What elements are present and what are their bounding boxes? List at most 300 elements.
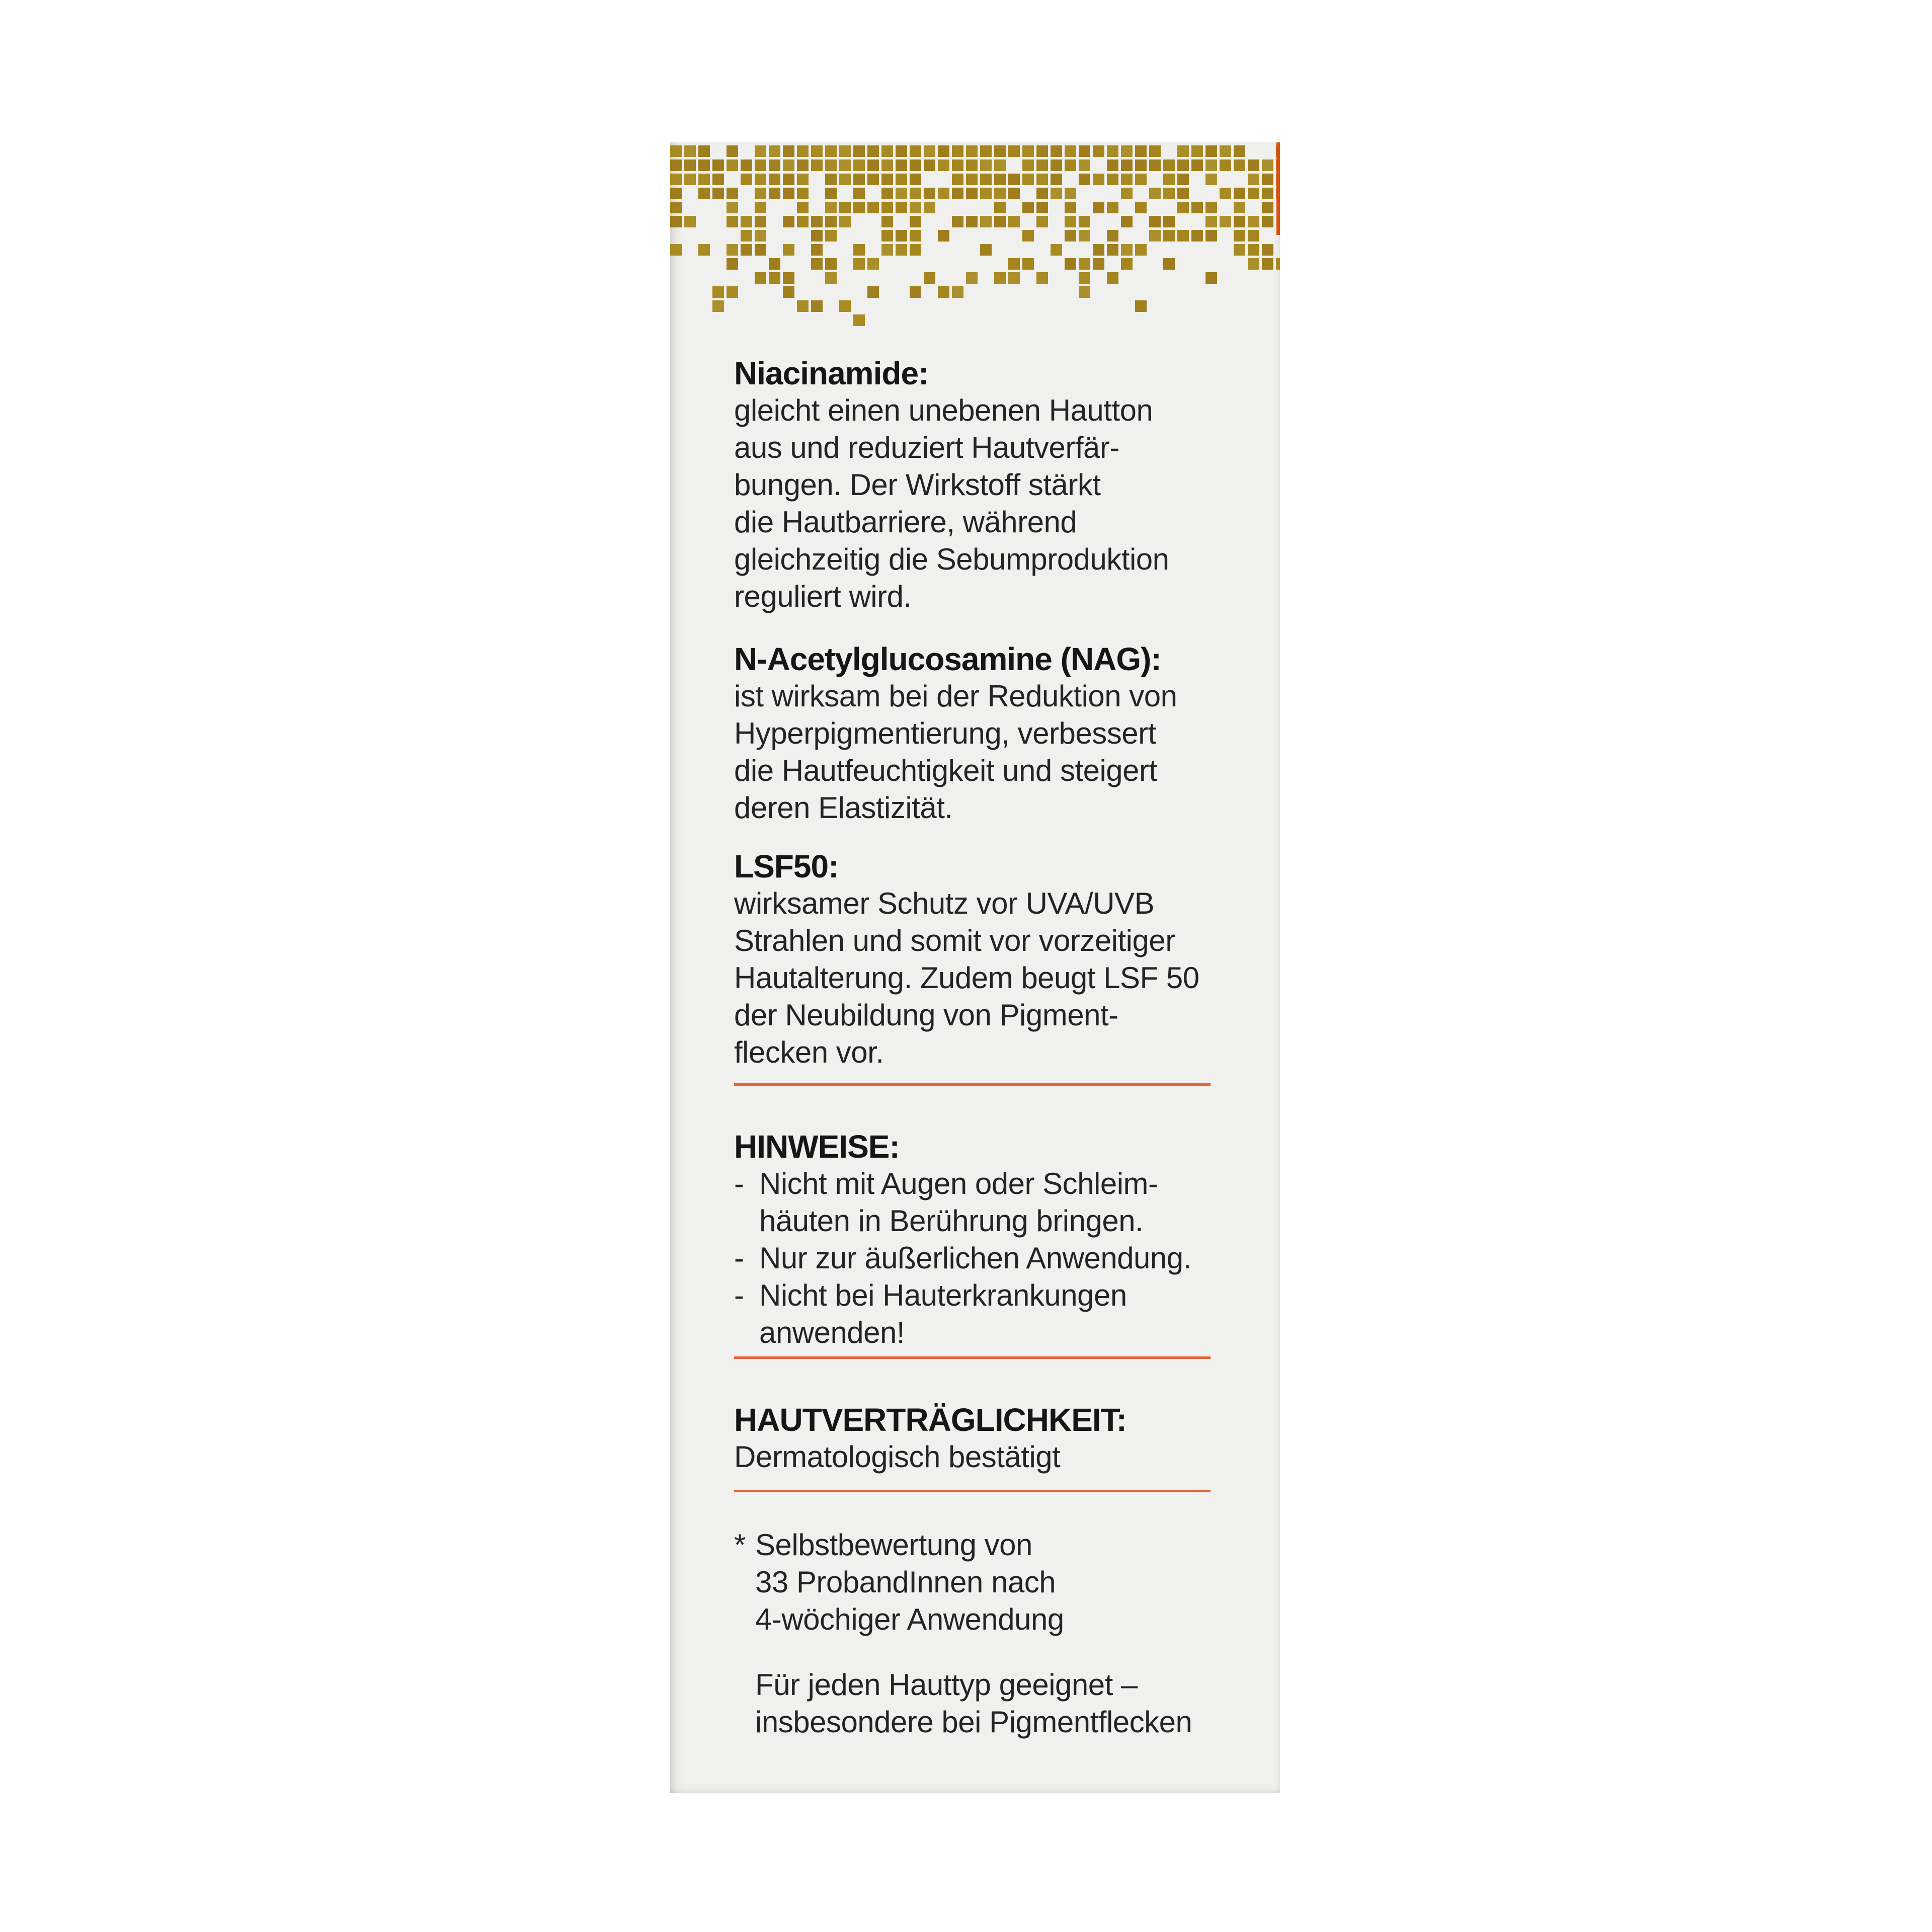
footnote-line: Selbstbewertung von	[755, 1528, 1032, 1562]
mosaic-square	[966, 145, 978, 157]
mosaic-square	[670, 244, 682, 256]
mosaic-square	[684, 145, 696, 157]
section-nag	[734, 640, 1237, 827]
mosaic-square	[727, 145, 738, 157]
mosaic-square	[938, 145, 949, 157]
body-line: bungen. Der Wirkstoff stärkt	[734, 468, 1101, 502]
mosaic-square	[712, 300, 724, 312]
mosaic-square	[1163, 174, 1175, 185]
mosaic-square	[910, 230, 921, 242]
mosaic-square	[1149, 159, 1161, 171]
mosaic-square	[1065, 159, 1076, 171]
mosaic-square	[1008, 216, 1020, 227]
mosaic-square	[910, 244, 921, 256]
body-line: gleicht einen unebenen Hautton	[734, 393, 1153, 427]
mosaic-square	[839, 145, 851, 157]
mosaic-square	[1022, 145, 1034, 157]
mosaic-square	[1135, 159, 1147, 171]
panel-text-column	[734, 329, 1237, 1741]
mosaic-square	[1079, 159, 1090, 171]
mosaic-square	[980, 174, 992, 185]
mosaic-square	[1248, 244, 1259, 256]
mosaic-square	[881, 174, 893, 185]
mosaic-square	[1065, 216, 1076, 227]
mosaic-square	[684, 174, 696, 185]
mosaic-square	[670, 145, 682, 157]
body-line: deren Elastizität.	[734, 791, 953, 825]
mosaic-square	[825, 230, 837, 242]
mosaic-square	[853, 202, 865, 213]
mosaic-square	[811, 258, 823, 270]
mosaic-square	[966, 188, 978, 199]
mosaic-square	[741, 244, 752, 256]
mosaic-square	[853, 188, 865, 199]
section-heading: Niacinamide:	[734, 355, 929, 391]
mosaic-square	[797, 216, 809, 227]
body-line: reguliert wird.	[734, 580, 912, 613]
mosaic-square	[825, 145, 837, 157]
mosaic-square	[1008, 258, 1020, 270]
mosaic-square	[966, 216, 978, 227]
mosaic-square	[1107, 230, 1118, 242]
mosaic-square	[811, 145, 823, 157]
mosaic-square	[755, 174, 766, 185]
mosaic-square	[1234, 230, 1245, 242]
pixel-dissolve-pattern	[670, 145, 1280, 337]
mosaic-square	[881, 145, 893, 157]
mosaic-square	[769, 159, 780, 171]
mosaic-square	[896, 174, 907, 185]
suitability-note	[755, 1666, 1237, 1741]
mosaic-square	[797, 159, 809, 171]
mosaic-square	[1065, 145, 1076, 157]
asterisk-marker: *	[734, 1528, 746, 1562]
mosaic-square	[896, 202, 907, 213]
mosaic-square	[994, 145, 1006, 157]
mosaic-square	[910, 286, 921, 298]
mosaic-square	[938, 188, 949, 199]
mosaic-square	[839, 159, 851, 171]
bullet-dash: -	[734, 1278, 744, 1312]
mosaic-square	[910, 174, 921, 185]
mosaic-square	[1205, 202, 1217, 213]
mosaic-square	[1121, 216, 1133, 227]
mosaic-square	[1234, 202, 1245, 213]
mosaic-square	[755, 145, 766, 157]
mosaic-square	[1177, 202, 1189, 213]
mosaic-square	[853, 174, 865, 185]
mosaic-square	[1008, 272, 1020, 284]
mosaic-square	[811, 230, 823, 242]
mosaic-square	[1149, 216, 1161, 227]
mosaic-square	[952, 174, 963, 185]
note-item	[734, 1165, 1237, 1240]
mosaic-square	[839, 300, 851, 312]
section-hautvertraeglichkeit	[734, 1401, 1237, 1476]
mosaic-square	[825, 174, 837, 185]
mosaic-square	[1262, 202, 1273, 213]
mosaic-square	[1220, 145, 1231, 157]
mosaic-square	[712, 188, 724, 199]
mosaic-square	[755, 216, 766, 227]
body-line: die Hautfeuchtigkeit und steigert	[734, 754, 1157, 787]
mosaic-square	[1248, 159, 1259, 171]
mosaic-square	[1135, 202, 1147, 213]
mosaic-square	[1248, 174, 1259, 185]
mosaic-square	[1262, 244, 1273, 256]
mosaic-square	[698, 174, 710, 185]
orange-divider	[734, 1083, 1211, 1086]
body-line: die Hautbarriere, während	[734, 505, 1077, 539]
mosaic-square	[910, 202, 921, 213]
mosaic-square	[952, 286, 963, 298]
mosaic-square	[825, 258, 837, 270]
mosaic-square	[896, 230, 907, 242]
mosaic-square	[980, 159, 992, 171]
mosaic-square	[952, 188, 963, 199]
body-line: Hautalterung. Zudem beugt LSF 50	[734, 961, 1199, 995]
mosaic-square	[1036, 272, 1048, 284]
body-line: Dermatologisch bestätigt	[734, 1440, 1061, 1474]
mosaic-square	[811, 216, 823, 227]
mosaic-square	[712, 159, 724, 171]
mosaic-square	[1008, 174, 1020, 185]
mosaic-square	[994, 188, 1006, 199]
mosaic-square	[1205, 216, 1217, 227]
note-line: Nur zur äußerlichen Anwendung.	[759, 1241, 1191, 1275]
section-heading: HAUTVERTRÄGLICHKEIT:	[734, 1402, 1126, 1438]
mosaic-square	[811, 244, 823, 256]
mosaic-square	[966, 272, 978, 284]
note-item	[734, 1240, 1237, 1277]
mosaic-square	[924, 272, 935, 284]
mosaic-square	[881, 202, 893, 213]
mosaic-square	[1036, 188, 1048, 199]
mosaic-square	[1051, 188, 1062, 199]
mosaic-square	[698, 188, 710, 199]
mosaic-square	[783, 272, 794, 284]
mosaic-square	[881, 216, 893, 227]
mosaic-square	[1022, 230, 1034, 242]
mosaic-square	[867, 258, 879, 270]
mosaic-square	[853, 314, 865, 326]
mosaic-square	[1149, 230, 1161, 242]
mosaic-square	[1177, 159, 1189, 171]
mosaic-square	[797, 300, 809, 312]
mosaic-square	[839, 174, 851, 185]
mosaic-square	[910, 188, 921, 199]
mosaic-square	[727, 188, 738, 199]
mosaic-square	[867, 145, 879, 157]
mosaic-square	[1248, 188, 1259, 199]
mosaic-square	[980, 244, 992, 256]
mosaic-square	[769, 174, 780, 185]
mosaic-square	[1135, 300, 1147, 312]
mosaic-square	[684, 159, 696, 171]
body-line: gleichzeitig die Sebumproduktion	[734, 542, 1169, 576]
mosaic-square	[698, 244, 710, 256]
mosaic-square	[1262, 216, 1273, 227]
mosaic-square	[1220, 159, 1231, 171]
section-niacinamide	[734, 355, 1237, 615]
mosaic-square	[1220, 188, 1231, 199]
mosaic-square	[1135, 244, 1147, 256]
suitability-line: Für jeden Hauttyp geeignet –	[755, 1668, 1138, 1702]
mosaic-square	[1107, 244, 1118, 256]
mosaic-square	[924, 188, 935, 199]
mosaic-square	[712, 174, 724, 185]
mosaic-square	[783, 174, 794, 185]
body-line: Strahlen und somit vor vorzeitiger	[734, 924, 1175, 957]
mosaic-square	[853, 244, 865, 256]
mosaic-square	[1036, 202, 1048, 213]
mosaic-square	[1107, 145, 1118, 157]
mosaic-square	[896, 145, 907, 157]
mosaic-square	[1079, 145, 1090, 157]
mosaic-square	[769, 258, 780, 270]
mosaic-square	[1220, 216, 1231, 227]
mosaic-square	[727, 216, 738, 227]
mosaic-square	[1022, 258, 1034, 270]
mosaic-square	[769, 272, 780, 284]
mosaic-square	[670, 202, 682, 213]
mosaic-square	[1079, 216, 1090, 227]
orange-edge-strip	[1276, 142, 1280, 235]
mosaic-square	[1191, 145, 1203, 157]
mosaic-square	[727, 202, 738, 213]
mosaic-square	[994, 202, 1006, 213]
mosaic-square	[952, 145, 963, 157]
body-line: wirksamer Schutz vor UVA/UVB	[734, 887, 1155, 920]
mosaic-square	[1079, 230, 1090, 242]
mosaic-square	[825, 216, 837, 227]
mosaic-square	[881, 244, 893, 256]
mosaic-square	[853, 258, 865, 270]
mosaic-square	[966, 174, 978, 185]
mosaic-square	[1205, 272, 1217, 284]
mosaic-square	[741, 216, 752, 227]
mosaic-square	[910, 145, 921, 157]
mosaic-square	[811, 159, 823, 171]
bullet-dash: -	[734, 1167, 744, 1200]
mosaic-square	[797, 202, 809, 213]
mosaic-square	[670, 174, 682, 185]
mosaic-square	[853, 159, 865, 171]
mosaic-square	[1177, 188, 1189, 199]
mosaic-square	[1234, 159, 1245, 171]
orange-divider	[734, 1490, 1211, 1492]
mosaic-square	[867, 286, 879, 298]
mosaic-square	[712, 286, 724, 298]
mosaic-square	[1079, 286, 1090, 298]
mosaic-square	[783, 286, 794, 298]
mosaic-square	[1093, 145, 1104, 157]
mosaic-square	[1107, 202, 1118, 213]
suitability-line: insbesondere bei Pigmentflecken	[755, 1705, 1192, 1739]
mosaic-square	[1205, 230, 1217, 242]
mosaic-square	[769, 145, 780, 157]
mosaic-square	[1177, 230, 1189, 242]
mosaic-square	[867, 202, 879, 213]
mosaic-square	[881, 159, 893, 171]
mosaic-square	[1065, 202, 1076, 213]
mosaic-square	[1093, 244, 1104, 256]
mosaic-square	[1262, 258, 1273, 270]
section-heading: LSF50:	[734, 848, 839, 884]
mosaic-square	[896, 159, 907, 171]
mosaic-square	[1149, 145, 1161, 157]
mosaic-square	[1262, 174, 1273, 185]
note-line: Nicht mit Augen oder Schleim-	[759, 1167, 1158, 1200]
mosaic-square	[952, 159, 963, 171]
mosaic-square	[910, 216, 921, 227]
note-line: häuten in Berührung bringen.	[759, 1204, 1144, 1238]
mosaic-square	[755, 230, 766, 242]
mosaic-square	[1093, 258, 1104, 270]
mosaic-square	[1079, 272, 1090, 284]
mosaic-square	[839, 216, 851, 227]
mosaic-square	[1163, 216, 1175, 227]
mosaic-square	[1008, 188, 1020, 199]
body-line: ist wirksam bei der Reduktion von	[734, 679, 1177, 713]
mosaic-square	[1135, 145, 1147, 157]
mosaic-square	[783, 145, 794, 157]
body-line: der Neubildung von Pigment-	[734, 998, 1118, 1032]
mosaic-square	[698, 145, 710, 157]
note-line: anwenden!	[759, 1316, 905, 1349]
mosaic-square	[1036, 216, 1048, 227]
mosaic-square	[924, 159, 935, 171]
note-line: Nicht bei Hauterkrankungen	[759, 1278, 1127, 1312]
bullet-dash: -	[734, 1241, 744, 1275]
mosaic-square	[1234, 188, 1245, 199]
mosaic-square	[1149, 188, 1161, 199]
mosaic-square	[1065, 258, 1076, 270]
mosaic-square	[1248, 216, 1259, 227]
mosaic-square	[867, 174, 879, 185]
mosaic-square	[1051, 174, 1062, 185]
mosaic-square	[783, 159, 794, 171]
mosaic-square	[670, 188, 682, 199]
mosaic-square	[1191, 159, 1203, 171]
mosaic-square	[1121, 188, 1133, 199]
mosaic-square	[910, 159, 921, 171]
body-line: aus und reduziert Hautverfär-	[734, 431, 1119, 464]
mosaic-square	[1205, 159, 1217, 171]
mosaic-square	[980, 188, 992, 199]
product-info-panel	[670, 142, 1280, 1793]
mosaic-square	[797, 145, 809, 157]
mosaic-square	[783, 244, 794, 256]
mosaic-square	[755, 202, 766, 213]
mosaic-square	[938, 159, 949, 171]
mosaic-square	[1121, 145, 1133, 157]
mosaic-square	[994, 272, 1006, 284]
mosaic-square	[881, 230, 893, 242]
mosaic-square	[1262, 159, 1273, 171]
mosaic-square	[1262, 188, 1273, 199]
mosaic-square	[825, 272, 837, 284]
mosaic-square	[1107, 174, 1118, 185]
mosaic-square	[825, 188, 837, 199]
mosaic-square	[924, 202, 935, 213]
section-heading: N-Acetylglucosamine (NAG):	[734, 641, 1161, 677]
footnote-line: 33 ProbandInnen nach	[755, 1565, 1056, 1599]
mosaic-square	[783, 216, 794, 227]
mosaic-square	[670, 159, 682, 171]
mosaic-square	[797, 188, 809, 199]
mosaic-square	[938, 230, 949, 242]
mosaic-square	[1234, 145, 1245, 157]
mosaic-square	[1079, 174, 1090, 185]
mosaic-square	[684, 216, 696, 227]
mosaic-square	[1051, 244, 1062, 256]
section-lsf50	[734, 848, 1237, 1071]
mosaic-square	[755, 188, 766, 199]
mosaic-square	[769, 188, 780, 199]
mosaic-square	[1036, 145, 1048, 157]
mosaic-square	[741, 230, 752, 242]
mosaic-square	[867, 159, 879, 171]
mosaic-square	[741, 174, 752, 185]
body-line: flecken vor.	[734, 1035, 884, 1069]
section-hinweise	[734, 1128, 1237, 1351]
mosaic-square	[994, 174, 1006, 185]
mosaic-square	[825, 159, 837, 171]
mosaic-square	[825, 202, 837, 213]
mosaic-square	[1177, 174, 1189, 185]
mosaic-square	[1107, 159, 1118, 171]
mosaic-square	[1248, 258, 1259, 270]
mosaic-square	[698, 159, 710, 171]
mosaic-square	[1177, 145, 1189, 157]
mosaic-square	[1036, 159, 1048, 171]
mosaic-square	[755, 159, 766, 171]
mosaic-square	[811, 300, 823, 312]
mosaic-square	[1022, 159, 1034, 171]
mosaic-square	[1107, 272, 1118, 284]
mosaic-square	[1234, 244, 1245, 256]
mosaic-square	[727, 258, 738, 270]
mosaic-square	[1248, 230, 1259, 242]
mosaic-square	[1135, 174, 1147, 185]
mosaic-square	[797, 174, 809, 185]
mosaic-square	[1163, 188, 1175, 199]
mosaic-square	[727, 159, 738, 171]
footnote-line: 4-wöchiger Anwendung	[755, 1602, 1064, 1636]
mosaic-square	[1051, 145, 1062, 157]
mosaic-square	[853, 145, 865, 157]
mosaic-square	[1022, 174, 1034, 185]
mosaic-square	[994, 159, 1006, 171]
orange-divider	[734, 1356, 1211, 1359]
mosaic-square	[727, 244, 738, 256]
mosaic-square	[1205, 174, 1217, 185]
mosaic-square	[1234, 216, 1245, 227]
mosaic-square	[1121, 159, 1133, 171]
mosaic-square	[755, 272, 766, 284]
mosaic-square	[741, 159, 752, 171]
mosaic-square	[839, 202, 851, 213]
mosaic-square	[1276, 258, 1280, 270]
mosaic-square	[1008, 145, 1020, 157]
section-heading: HINWEISE:	[734, 1129, 900, 1165]
mosaic-square	[727, 286, 738, 298]
mosaic-square	[670, 216, 682, 227]
mosaic-square	[1093, 174, 1104, 185]
mosaic-square	[1065, 188, 1076, 199]
mosaic-square	[1022, 202, 1034, 213]
